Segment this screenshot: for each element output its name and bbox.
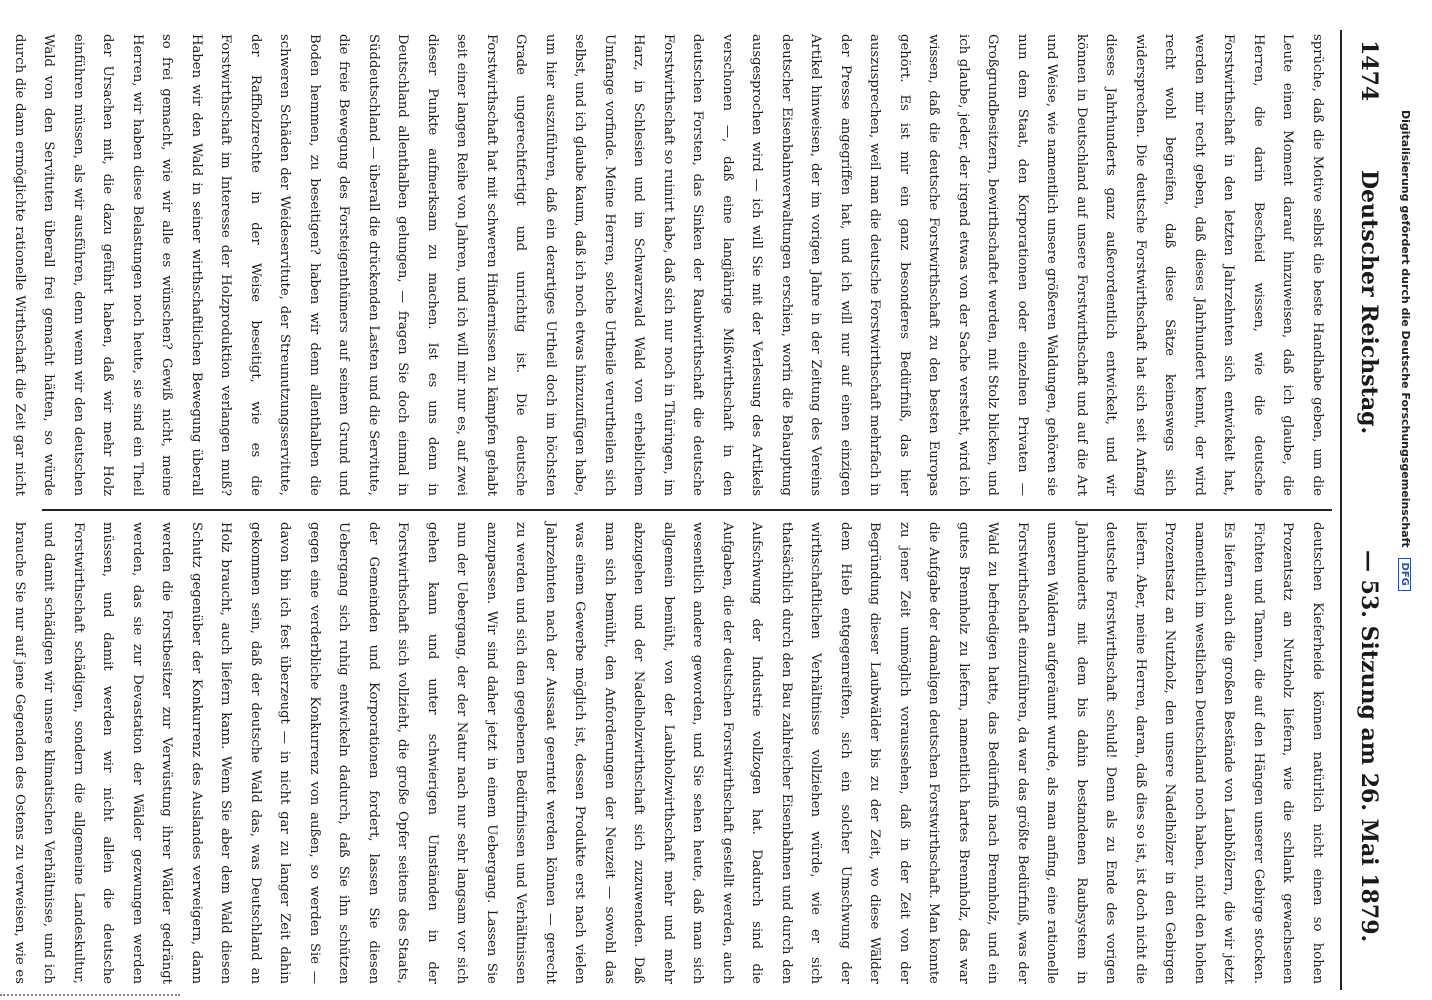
text-column-left: [0, 34, 1332, 496]
paragraph: sprüche, daß die Motive selbst die beste Handhabe geben, um die Leute einen Moment darauf hinzuweisen, daß ich glaube, die Herren, die darin Bescheid wissen, wie die deutsche Forstwirthschaft in den letzten Jahrzehnten sich entwickelt hat, werden mir recht geben, daß dieses Jahrhundert kennt, der wird recht wohl begreifen, daß diese Sätze keineswegs sich widersprechen. Die deutsche Forstwirthschaft hat sich seit Anfang dieses Jahrhunderts ganz außerordentlich entwickelt, und wir können in Deutschland auf unsere Forstwirthschaft und auf die Art und Weise, wie namentlich unsere größeren Waldungen, gehören sie nun dem Staat, den Korporationen oder einzelnen Privaten — Großgrundbesitzern, bewirthschaftet werden, mit Stolz blicken, und ich glaube, jeder, der irgend etwas von der Sache versteht, wird ich wissen, daß die deutsche Forstwirthschaft zu den besten Europas gehört. Es ist mir ein ganz besonderes Bedürfniß, das hier auszusprechen, weil man die deutsche Forstwirthschaft mehrfach in der Presse angegriffen hat, und ich will nur auf einen einzigen Artikel hinweisen, der im vorigen Jahre in der Zeitung des Vereins deutscher Eisenbahnverwaltungen erschien, worin die Behauptung ausgesprochen wird — ich will Sie mit der Verlesung des Artikels verschonen —, daß eine langjährige Mißwirthschaft in den deutschen Forsten, das Sinken der Raubwirthschaft die deutsche Forstwirthschaft so ruinirt habe, daß sich nur noch in Thüringen, im Harz, in Schlesien und im Schwarzwald Wald von erheblichem Umfange vorfinde. Meine Herren, solche Urtheile verurtheilen sich selbst, und ich glaube kaum, daß ich noch etwas hinzuzufügen habe, um hier auszuführen, daß ein derartiges Urtheil doch im höchsten Grade ungerechtfertigt und unrichtig ist. Die deutsche Forstwirthschaft hat mit schweren Hindernissen zu kämpfen gehabt seit einer langen Reihe von Jahren, und ich will mir nur es, auf zwei dieser Punkte aufmerksam zu machen. Ist es uns denn in Deutschland allenthalben gelungen, — fragen Sie doch einmal in Süddeutschland — überall die drückenden Lasten und die Servitute, die freie Bewegung des Forsteigenthümers auf seinem Grund und Boden hemmen, zu beseitigen? haben wir denn allenthalben die schweren Schäden der Weideservitute, der Streunutzungsservitute, der Raffholzrechte in der Weise beseitigt, wie es die Forstwirthschaft im Interesse der Holzproduktion verlangen muß? Haben wir den Wald in seiner wirthschaftlichen Bewegung überall so frei gemacht, wie wir alle es wünschen? Gewiß nicht, meine Herren, wir haben diese Belastungen noch heute, sie sind ein Theil der Ursachen mit, die dazu geführt haben, daß wir mehr Holz einführen müssen, als wir ausführen, denn wenn wir den deutschen Wald von den Servituten überall frei gemacht hätten, so würde durch die dann ermöglichte rationelle Wirthschaft die Zeit gar nicht: [12, 34, 1325, 496]
page-number: 1474: [1356, 40, 1382, 102]
scan-edge-mark: [0, 994, 180, 998]
paragraph: deutschen Kieferheide können natürlich nicht einen so hohen Prozentsatz an Nutzholz liefern, wie die schlank gewachsenen Fichten und Tannen, die auf den Hängen unserer Gebirge stocken. Es liefern auch die großen Bestände von Laubhölzern, die wir jetzt namentlich im westlichen Deutschland noch haben, nicht den hohen Prozentsatz an Nutzholz, den unsere Nadelhölzer in den Gebirgen liefern. Aber, meine Herren, daran, daß dies so ist, ist doch nicht die deutsche Forstwirthschaft schuld! Denn als zu Ende des vorigen Jahrhunderts mit dem bis dahin bestandenen Raubsystem in unseren Waldern aufgeräumt wurde, als man anfing, eine rationelle Forstwirthschaft einzuführen, da war das größte Bedürfniß, was der Wald zu befriedigen hatte, das Bedürfniß nach Brennholz, und ein gutes Brennholz zu liefern, namentlich hartes Brennholz, das war die Aufgabe der damaligen deutschen Forstwirthschaft. Man konnte zu jener Zeit unmöglich voraussehen, daß in der Zeit von der Begründung dieser Laubwälder bis zu der Zeit, wo diese Wälder dem Hieb entgegenreiften, sich ein solcher Umschwung der wirthschaftlichen Verhältnisse vollziehen würde, wie er sich thatsächlich durch den Bau zahlreicher Eisenbahnen und durch den Aufschwung der Industrie vollzogen hat. Dadurch sind die Aufgaben, die der deutschen Forstwirthschaft gestellt werden, auch wesentlich andere geworden, und Sie sehen heute, daß man sich allgemein bemüht, von der Laubholzwirthschaft mehr und mehr abzugehen und der Nadelholzwirthschaft sich zuzuwenden. Daß man sich bemüht, den Anforderungen der Neuzeit — sowohl das was einem Gewerbe möglich ist, dessen Produkte erst nach vielen Jahrzehnten nach der Aussaat geerntet werden können — gerecht zu werden und sich den gegebenen Bedürfnissen und Verhältnissen anzupassen. Wir sind daher jetzt in einem Uebergang. Lassen Sie nun der Uebergang, der der Natur nach nur sehr langsam vor sich gehen kann und unter schwierigen Umständen in der Forstwirthschaft sich vollzieht, die große Opfer seitens des Staats, der Gemeinden und Korporationen fordert, lassen Sie diesen Uebergang sich ruhig entwickeln dadurch, daß Sie ihn schützen gegen eine verderbliche Konkurrenz von außen, so werden Sie — davon bin ich fest überzeugt — in nicht gar zu langer Zeit dahin gekommen sein, daß der deutsche Wald das, was Deutschland an Holz braucht, auch liefern kann. Wenn Sie aber dem Wald diesen Schutz gegenüber der Konkurrenz des Auslandes verweigern, dann werden die Forstbesitzer zur Verwüstung ihrer Wälder gedrängt werden, das sie zur Devastation der Wälder gezwungen werden müssen, und damit werden wir nicht allein die deutsche Forstwirthschaft schädigen, sondern die allgemeine Landeskultur, und damit schädigen wir unsere klimatischen Verhältnisse, und ich brauche Sie nur auf jene Gegenden des Ostens zu verweisen, wie es: [12, 522, 1325, 984]
newspaper-page: [12, 30, 1390, 990]
text-column-right: [0, 522, 1332, 984]
digitization-credit: [1398, 110, 1412, 670]
publication-title: Deutscher Reichstag.: [1356, 170, 1382, 435]
dfg-logo: DFG: [1398, 558, 1411, 591]
page-header: [1340, 30, 1390, 990]
column-divider: [42, 509, 1332, 511]
credit-text: Digitalisierung gefördert durch die Deutsche Forschungsgemeinschaft: [1399, 110, 1412, 548]
session-heading: — 53. Sitzung am 26. Mai 1879.: [1356, 550, 1382, 943]
